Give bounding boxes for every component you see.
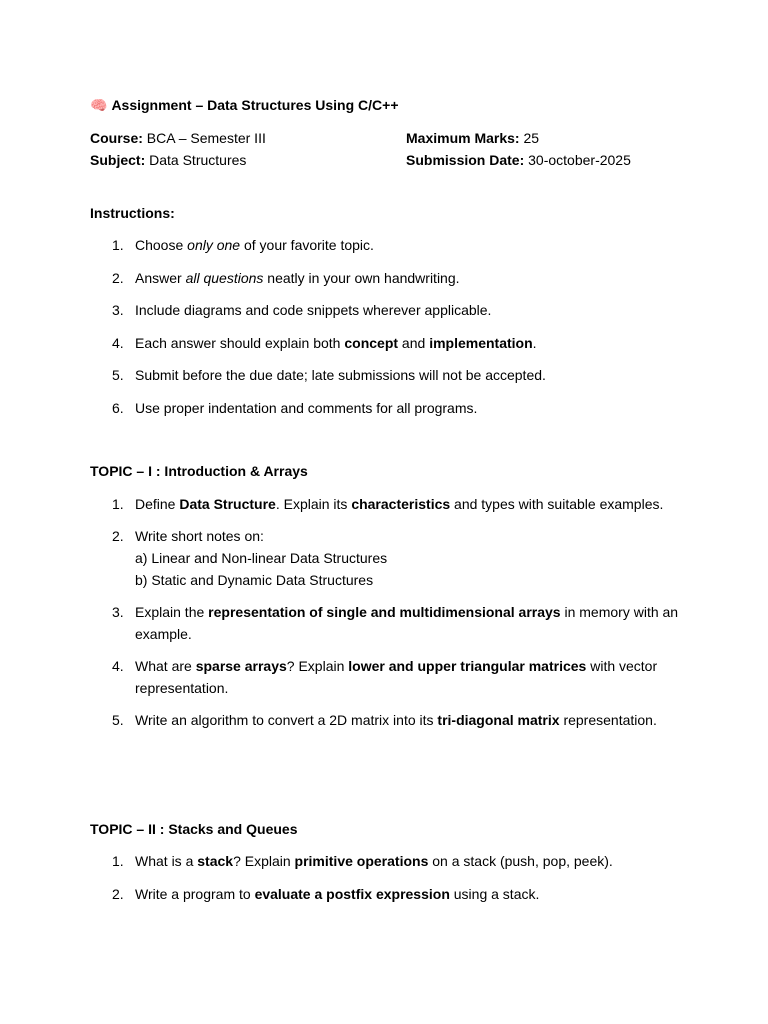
topic-1-heading: TOPIC – I : Introduction & Arrays — [90, 463, 308, 479]
list-item: 6. Use proper indentation and comments for all programs. — [112, 399, 478, 416]
assignment-title — [90, 95, 399, 115]
instructions-list — [90, 234, 680, 419]
list-item: 1. Choose only one of your favorite topic. — [112, 237, 374, 253]
list-item: 4. Each answer should explain both concept and implementation. — [112, 334, 537, 351]
list-item: 2. Write a program to evaluate a postfix expression using a stack. — [112, 886, 540, 902]
submission-date-info: Submission Date: 30-october-2025 — [406, 152, 631, 168]
list-item: 2. Answer all questions neatly in your own handwriting. — [112, 269, 460, 286]
list-item: 4. What are sparse arrays? Explain lower and upper triangular matrices with vector representation. — [112, 658, 658, 696]
list-item: 5. Write an algorithm to convert a 2D matrix into its tri-diagonal matrix representation. — [112, 712, 657, 728]
instructions-heading: Instructions: — [90, 205, 175, 221]
course-meta — [90, 127, 690, 171]
list-item: 5. Submit before the due date; late submissions will not be accepted. — [112, 367, 546, 383]
topic-2-heading: TOPIC – II : Stacks and Queues — [90, 821, 298, 837]
marks-info: Maximum Marks: 25 — [406, 130, 540, 146]
topic-2-questions — [90, 850, 680, 905]
list-item: 1. What is a stack? Explain primitive operations on a stack (push, pop, peek). — [112, 853, 613, 869]
list-item: 3. Include diagrams and code snippets wherever applicable. — [112, 302, 492, 318]
title-text: Assignment – Data Structures Using C/C++ — [111, 97, 399, 113]
subject-info: Subject: Data Structures — [90, 152, 247, 168]
list-item: 1. Define Data Structure. Explain its characteristics and types with suitable examples. — [112, 496, 664, 512]
list-item: 3. Explain the representation of single and multidimensional arrays in memory with an example. — [112, 604, 679, 642]
list-item: 2. Write short notes on: a) Linear and Non-linear Data Structures b) Static and Dynamic Data Structures — [112, 528, 388, 588]
course-info: Course: BCA – Semester III — [90, 130, 266, 146]
topic-1-questions — [90, 493, 680, 731]
brain-icon: 🧠 — [90, 97, 108, 113]
